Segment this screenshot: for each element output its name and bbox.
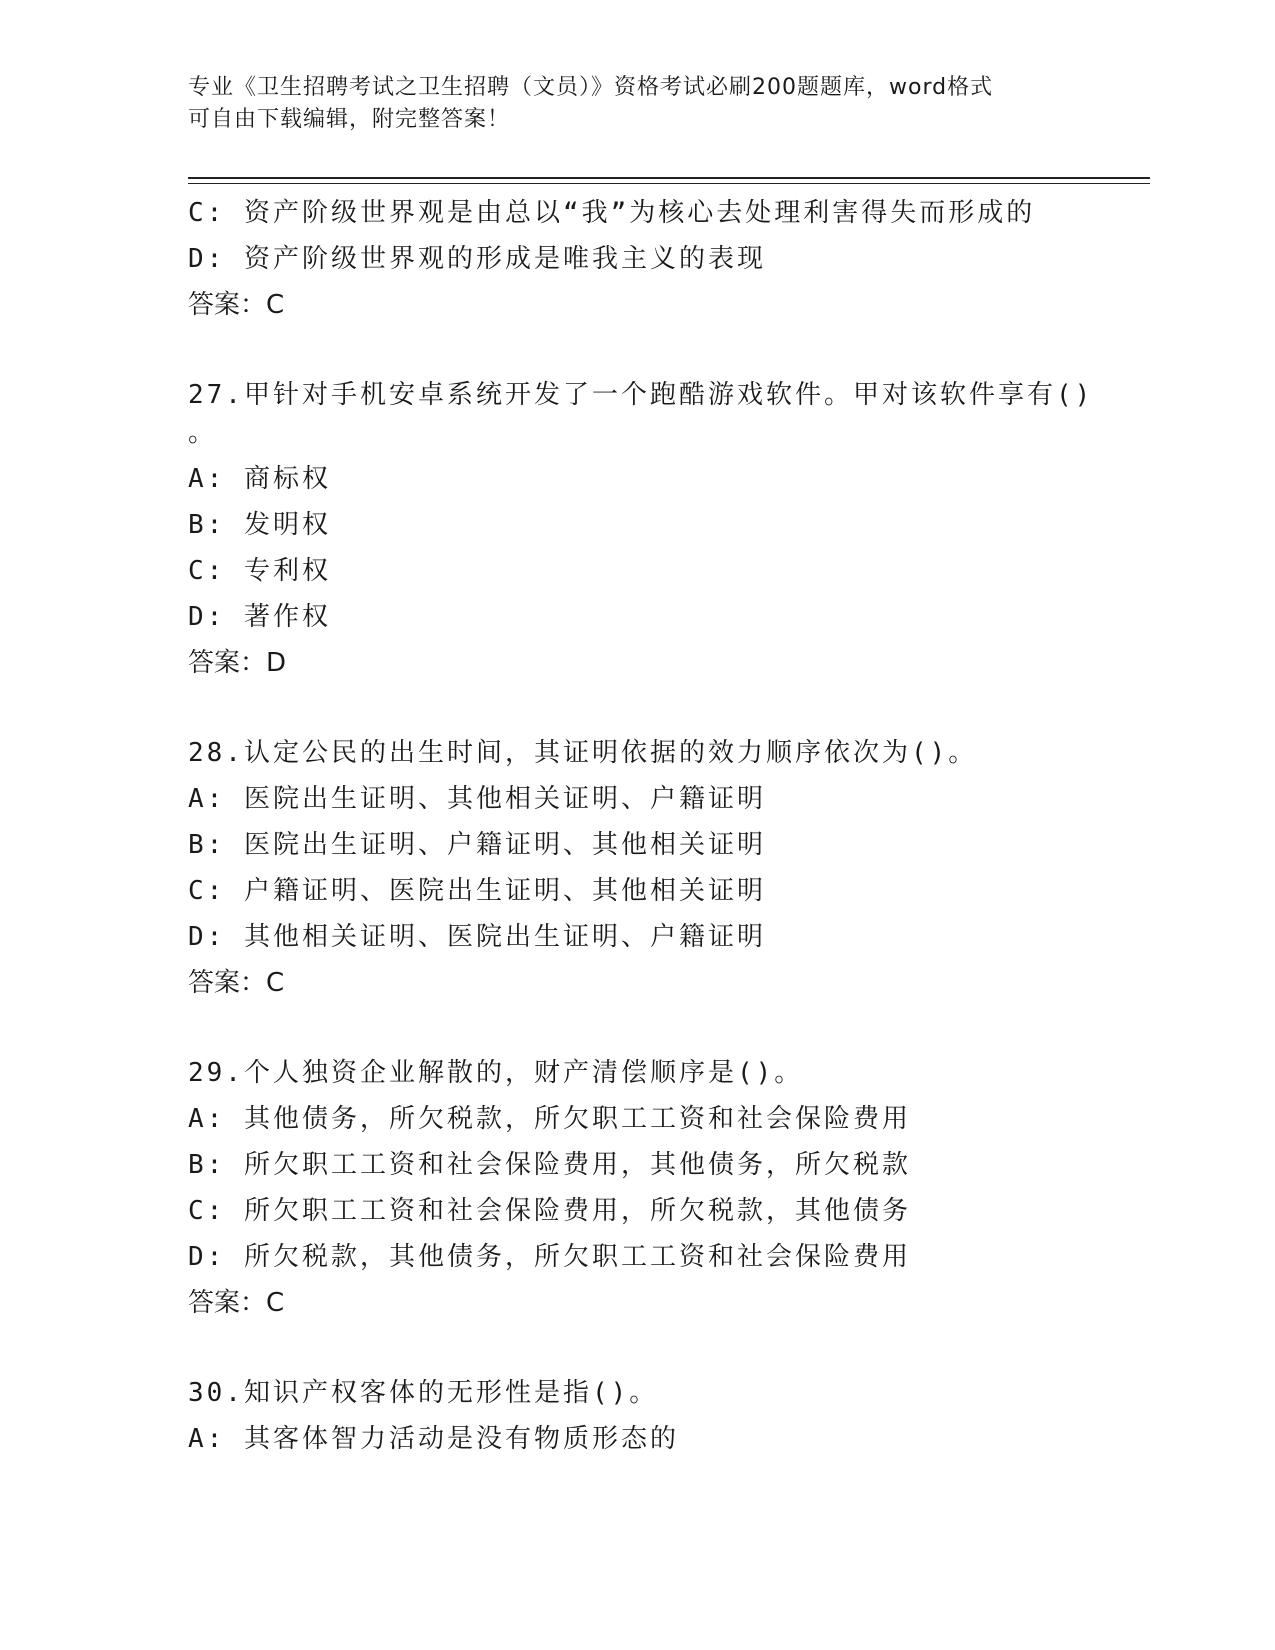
answer: 答案：D <box>188 648 287 678</box>
option-c: C: 所欠职工工资和社会保险费用，所欠税款，其他债务 <box>188 1196 911 1226</box>
option-d: D: 其他相关证明、医院出生证明、户籍证明 <box>188 922 766 952</box>
question-stem-continued: 。 <box>188 418 218 448</box>
option-d: D: 所欠税款，其他债务，所欠职工工资和社会保险费用 <box>188 1242 911 1272</box>
question-stem: 29.个人独资企业解散的，财产清偿顺序是()。 <box>188 1058 804 1088</box>
option-c: C: 资产阶级世界观是由总以“我”为核心去处理利害得失而形成的 <box>188 198 1036 228</box>
answer: 答案：C <box>188 290 285 320</box>
option-c: C: 户籍证明、医院出生证明、其他相关证明 <box>188 876 766 906</box>
answer: 答案：C <box>188 968 285 998</box>
question-stem: 28.认定公民的出生时间，其证明依据的效力顺序依次为()。 <box>188 738 978 768</box>
document-header <box>188 72 1088 136</box>
option-a: A: 医院出生证明、其他相关证明、户籍证明 <box>188 784 766 814</box>
option-b: B: 医院出生证明、户籍证明、其他相关证明 <box>188 830 766 860</box>
header-line-2: 可自由下载编辑，附完整答案！ <box>188 107 511 132</box>
option-b: B: 发明权 <box>188 510 331 540</box>
option-a: A: 其他债务，所欠税款，所欠职工工资和社会保险费用 <box>188 1104 911 1134</box>
question-list <box>188 190 1094 1462</box>
question-stem: 27.甲针对手机安卓系统开发了一个跑酷游戏软件。甲对该软件享有() <box>188 380 1094 410</box>
header-line-1: 专业《卫生招聘考试之卫生招聘（文员）》资格考试必刷200题题库，word格式 <box>188 75 994 100</box>
option-d: D: 著作权 <box>188 602 331 632</box>
option-b: B: 所欠职工工资和社会保险费用，其他债务，所欠税款 <box>188 1150 911 1180</box>
header-rule-thin <box>188 183 1150 184</box>
option-a: A: 商标权 <box>188 464 331 494</box>
option-d: D: 资产阶级世界观的形成是唯我主义的表现 <box>188 244 766 274</box>
answer: 答案：C <box>188 1288 285 1318</box>
header-rule <box>188 177 1150 179</box>
option-a: A: 其客体智力活动是没有物质形态的 <box>188 1424 679 1454</box>
option-c: C: 专利权 <box>188 556 331 586</box>
question-stem: 30.知识产权客体的无形性是指()。 <box>188 1378 659 1408</box>
